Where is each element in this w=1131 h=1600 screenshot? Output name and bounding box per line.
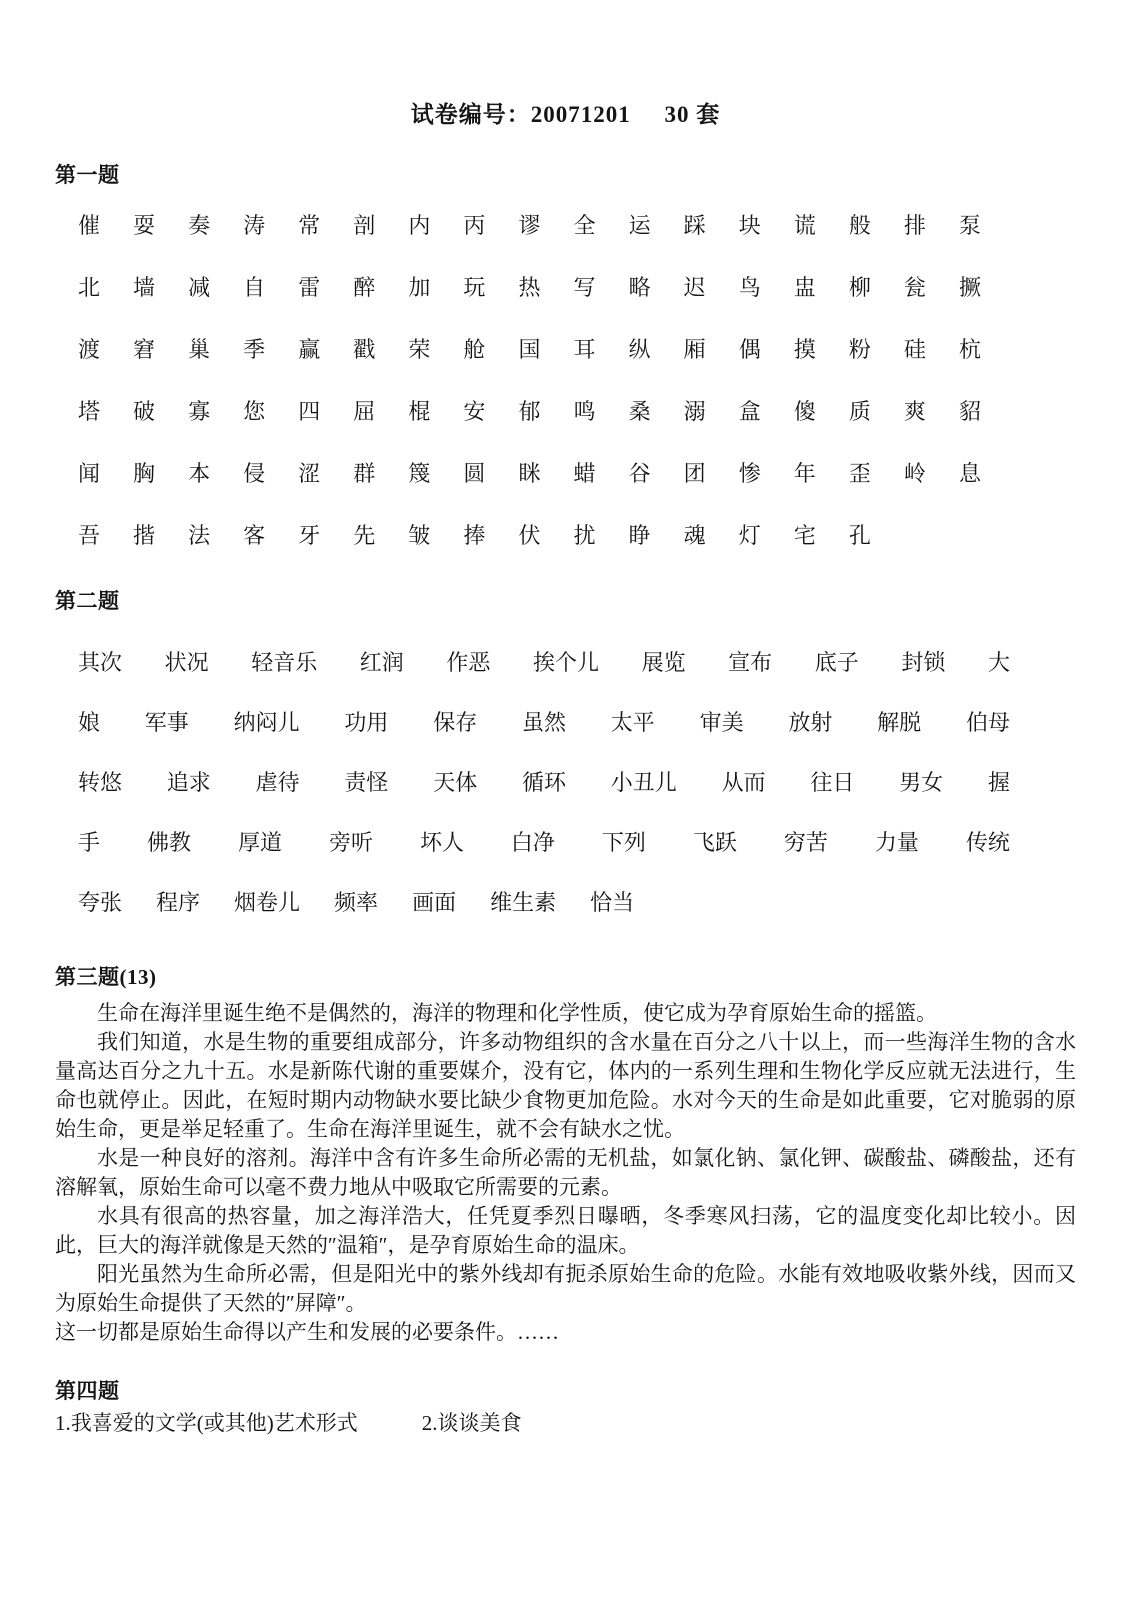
word-item: 娘 <box>78 710 101 735</box>
character-cell: 耳 <box>573 337 596 362</box>
word-item: 挨个儿 <box>532 650 599 675</box>
section-1-heading: 第一题 <box>55 163 120 187</box>
word-item: 旁听 <box>328 830 373 855</box>
character-cell: 减 <box>188 275 211 300</box>
word-item: 循环 <box>521 770 566 795</box>
paper-title: 试卷编号：20071201 30 套 <box>410 102 721 127</box>
word-item: 封锁 <box>901 650 946 675</box>
character-cell: 胸 <box>133 461 156 486</box>
section-3-heading: 第三题(13) <box>55 965 157 989</box>
word-item: 解脱 <box>877 710 922 735</box>
character-cell: 客 <box>243 523 266 548</box>
character-cell: 谷 <box>628 461 651 486</box>
character-cell: 北 <box>78 275 101 300</box>
character-cell: 丙 <box>463 213 486 238</box>
character-cell: 摸 <box>793 337 816 362</box>
passage-paragraph: 水具有很高的热容量，加之海洋浩大，任凭夏季烈日曝晒，冬季寒风扫荡，它的温度变化却比较小。因此，巨大的海洋就像是天然的″温箱″，是孕育原始生命的温床。 <box>55 1204 1076 1257</box>
word-item: 状况 <box>164 650 209 675</box>
word-item: 小丑儿 <box>610 770 677 795</box>
character-cell: 眯 <box>518 461 541 486</box>
passage-paragraph: 阳光虽然为生命所必需，但是阳光中的紫外线却有扼杀原始生命的危险。水能有效地吸收紫外线，因而又为原始生命提供了天然的″屏障″。 <box>55 1262 1076 1315</box>
character-cell: 孔 <box>848 523 871 548</box>
word-item: 宣布 <box>728 650 773 675</box>
word-item: 厚道 <box>237 830 282 855</box>
character-cell: 您 <box>243 399 266 424</box>
character-cell: 催 <box>78 213 101 238</box>
character-cell: 内 <box>408 213 431 238</box>
word-item: 穷苦 <box>783 830 828 855</box>
word-item: 从而 <box>721 770 766 795</box>
word-item: 手 <box>78 830 101 855</box>
character-cell: 岭 <box>903 461 926 486</box>
character-cell: 加 <box>408 275 431 300</box>
character-cell: 玩 <box>463 275 486 300</box>
passage <box>55 999 1076 1318</box>
word-item: 维生素 <box>490 890 557 915</box>
character-cell: 纵 <box>628 337 651 362</box>
word-item: 飞跃 <box>692 830 737 855</box>
word-list <box>78 651 1010 915</box>
character-cell: 鸟 <box>738 275 761 300</box>
character-cell: 墙 <box>133 275 156 300</box>
empty-cell <box>959 524 1014 547</box>
character-cell: 撅 <box>958 275 981 300</box>
character-cell: 涛 <box>243 213 266 238</box>
character-cell: 本 <box>188 461 211 486</box>
character-cell: 揩 <box>133 523 156 548</box>
character-cell: 皱 <box>408 523 431 548</box>
word-item: 频率 <box>334 890 379 915</box>
character-cell: 团 <box>683 461 706 486</box>
character-cell: 盒 <box>738 399 761 424</box>
word-item: 传统 <box>965 830 1010 855</box>
character-cell: 惨 <box>738 461 761 486</box>
character-cell: 瓮 <box>903 275 926 300</box>
character-cell: 运 <box>628 213 651 238</box>
character-cell: 盅 <box>793 275 816 300</box>
character-cell: 圆 <box>463 461 486 486</box>
character-cell: 热 <box>518 275 541 300</box>
passage-paragraph: 水是一种良好的溶剂。海洋中含有许多生命所必需的无机盐，如氯化钠、氯化钾、碳酸盐、磷酸盐，还有溶解氧，原始生命可以毫不费力地从中吸取它所需要的元素。 <box>55 1146 1076 1199</box>
word-item: 握 <box>987 770 1010 795</box>
topic-item-1: 1.我喜爱的文学(或其他)艺术形式 <box>55 1411 358 1435</box>
character-cell: 法 <box>188 523 211 548</box>
section-4-heading: 第四题 <box>55 1379 120 1403</box>
word-item: 红润 <box>359 650 404 675</box>
word-item: 放射 <box>788 710 833 735</box>
word-row <box>78 891 1010 915</box>
character-cell: 国 <box>518 337 541 362</box>
character-cell: 季 <box>243 337 266 362</box>
character-cell: 塔 <box>78 399 101 424</box>
word-item: 烟卷儿 <box>234 890 301 915</box>
character-cell: 傻 <box>793 399 816 424</box>
character-cell: 迟 <box>683 275 706 300</box>
word-item: 太平 <box>610 710 655 735</box>
character-cell: 奏 <box>188 213 211 238</box>
character-cell: 硅 <box>903 337 926 362</box>
word-item: 白净 <box>510 830 555 855</box>
passage-paragraph: 我们知道，水是生物的重要组成部分，许多动物组织的含水量在百分之八十以上，而一些海洋生物的含水量高达百分之九十五。水是新陈代谢的重要媒介，没有它，体内的一系列生理和生物化学反应就无法进行，生命也就停止。因此，在短时期内动物缺水要比缺少食物更加危险。水对今天的生命是如此重要，它对脆弱的原始生命，更是举足轻重了。生命在海洋里诞生，就不会有缺水之忧。 <box>55 1030 1076 1141</box>
character-cell: 赢 <box>298 337 321 362</box>
word-item: 追求 <box>166 770 211 795</box>
character-cell: 块 <box>738 213 761 238</box>
word-item: 审美 <box>699 710 744 735</box>
word-item: 展览 <box>641 650 686 675</box>
character-cell: 渡 <box>78 337 101 362</box>
character-cell: 安 <box>463 399 486 424</box>
word-item: 其次 <box>78 650 123 675</box>
character-cell: 四 <box>298 399 321 424</box>
word-item: 伯母 <box>965 710 1010 735</box>
character-cell: 寡 <box>188 399 211 424</box>
character-cell: 蜡 <box>573 461 596 486</box>
character-cell: 息 <box>958 461 981 486</box>
character-cell: 宅 <box>793 523 816 548</box>
empty-cell <box>904 524 959 547</box>
character-cell: 泵 <box>958 213 981 238</box>
character-cell: 灯 <box>738 523 761 548</box>
character-cell: 鸣 <box>573 399 596 424</box>
character-cell: 桑 <box>628 399 651 424</box>
character-cell: 篾 <box>408 461 431 486</box>
character-cell: 剖 <box>353 213 376 238</box>
word-item: 纳闷儿 <box>233 710 300 735</box>
word-item: 男女 <box>899 770 944 795</box>
character-cell: 破 <box>133 399 156 424</box>
word-item: 转悠 <box>78 770 123 795</box>
character-cell: 貂 <box>958 399 981 424</box>
topic-item-2: 2.谈谈美食 <box>421 1411 522 1435</box>
character-cell: 谬 <box>518 213 541 238</box>
word-item: 画面 <box>412 890 457 915</box>
word-row <box>78 711 1010 735</box>
word-row <box>78 651 1010 675</box>
character-cell: 侵 <box>243 461 266 486</box>
character-cell: 粉 <box>848 337 871 362</box>
word-item: 保存 <box>433 710 478 735</box>
character-cell: 睁 <box>628 523 651 548</box>
word-row <box>78 771 1010 795</box>
character-cell: 常 <box>298 213 321 238</box>
character-cell: 质 <box>848 399 871 424</box>
character-cell: 捧 <box>463 523 486 548</box>
word-item: 军事 <box>144 710 189 735</box>
character-cell: 溺 <box>683 399 706 424</box>
character-cell: 涩 <box>298 461 321 486</box>
character-cell: 牙 <box>298 523 321 548</box>
character-cell: 年 <box>793 461 816 486</box>
character-cell: 爽 <box>903 399 926 424</box>
word-item: 下列 <box>601 830 646 855</box>
character-cell: 先 <box>353 523 376 548</box>
character-cell: 戳 <box>353 337 376 362</box>
word-item: 作恶 <box>446 650 491 675</box>
character-cell: 魂 <box>683 523 706 548</box>
character-cell: 雷 <box>298 275 321 300</box>
word-item: 佛教 <box>146 830 191 855</box>
character-cell: 厢 <box>683 337 706 362</box>
character-cell: 窘 <box>133 337 156 362</box>
passage-closing-line: 这一切都是原始生命得以产生和发展的必要条件。…… <box>55 1320 559 1344</box>
character-cell: 棍 <box>408 399 431 424</box>
word-item: 天体 <box>433 770 478 795</box>
word-item: 夸张 <box>78 890 123 915</box>
word-item: 虽然 <box>521 710 566 735</box>
character-cell: 般 <box>848 213 871 238</box>
passage-paragraph: 生命在海洋里诞生绝不是偶然的，海洋的物理和化学性质，使它成为孕育原始生命的摇篮。 <box>97 1001 937 1025</box>
word-item: 力量 <box>874 830 919 855</box>
word-item: 程序 <box>156 890 201 915</box>
character-cell: 醉 <box>353 275 376 300</box>
character-cell: 舱 <box>463 337 486 362</box>
topic-list <box>55 1409 1076 1438</box>
character-cell: 写 <box>573 275 596 300</box>
character-cell: 巢 <box>188 337 211 362</box>
character-cell: 吾 <box>78 523 101 548</box>
word-item: 大 <box>987 650 1010 675</box>
character-cell: 屈 <box>353 399 376 424</box>
character-cell: 略 <box>628 275 651 300</box>
word-item: 往日 <box>810 770 855 795</box>
word-item: 底子 <box>814 650 859 675</box>
character-cell: 伏 <box>518 523 541 548</box>
character-cell: 郁 <box>518 399 541 424</box>
word-item: 虐待 <box>255 770 300 795</box>
section-2-heading: 第二题 <box>55 589 120 613</box>
character-cell: 柳 <box>848 275 871 300</box>
word-item: 责怪 <box>344 770 389 795</box>
character-cell: 歪 <box>848 461 871 486</box>
character-cell: 谎 <box>793 213 816 238</box>
character-cell: 扰 <box>573 523 596 548</box>
character-cell: 荣 <box>408 337 431 362</box>
character-cell: 杭 <box>958 337 981 362</box>
character-cell: 自 <box>243 275 266 300</box>
word-item: 恰当 <box>590 890 635 915</box>
character-cell: 闻 <box>78 461 101 486</box>
word-row <box>78 831 1010 855</box>
word-item: 坏人 <box>419 830 464 855</box>
character-cell: 偶 <box>738 337 761 362</box>
character-cell: 群 <box>353 461 376 486</box>
word-item: 功用 <box>344 710 389 735</box>
character-cell: 全 <box>573 213 596 238</box>
character-cell: 耍 <box>133 213 156 238</box>
character-grid <box>78 214 1014 547</box>
word-item: 轻音乐 <box>251 650 318 675</box>
character-cell: 排 <box>903 213 926 238</box>
character-cell: 踩 <box>683 213 706 238</box>
